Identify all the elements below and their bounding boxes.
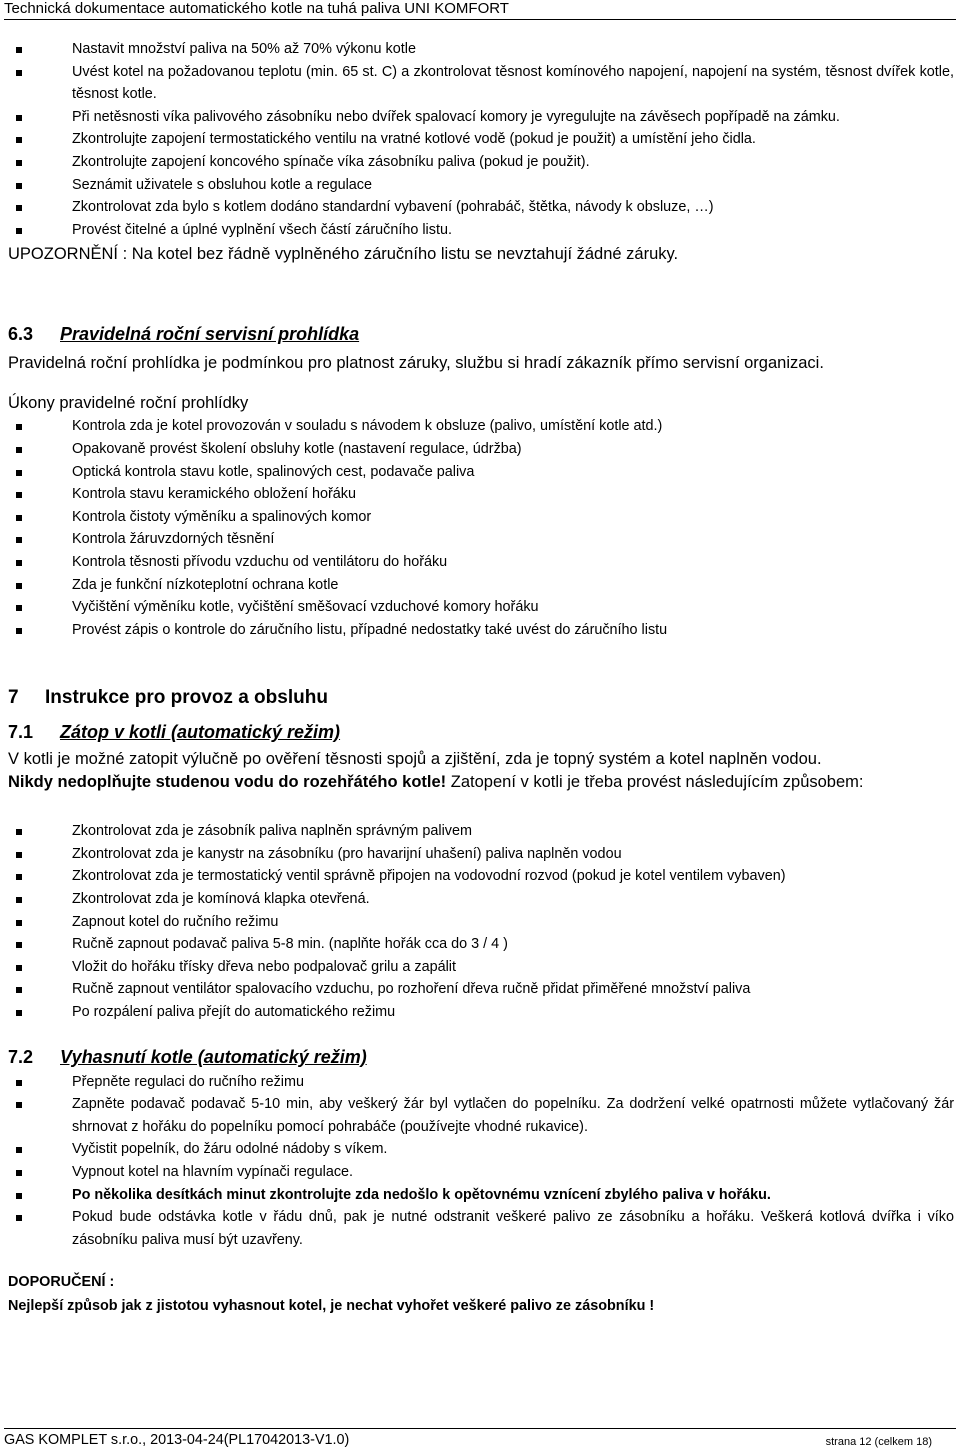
list-item: Kontrola žáruvzdorných těsnění [8,528,954,551]
warning-text: UPOZORNĚNÍ : Na kotel bez řádně vyplněného záručního listu se nevztahují žádné záruky. [8,245,679,264]
footer-company: GAS KOMPLET s.r.o., 2013-04-24(PL17042013-V1.0) [4,1432,350,1448]
list-item: Vložit do hořáku třísky dřeva nebo podpalovač grilu a zapálit [8,956,954,979]
list-item: Zkontrolovat zda bylo s kotlem dodáno standardní vybavení (pohrabáč, štětka, návody k obsluze, …) [8,196,954,219]
list-item: Ručně zapnout ventilátor spalovacího vzduchu, po rozhoření dřeva ručně přidat přiměřené množství paliva [8,978,954,1001]
recommendation-label: DOPORUČENÍ : [8,1274,115,1291]
startup-steps-list [8,820,954,1023]
recommendation-text: Nejlepší způsob jak z jistotou vyhasnout kotel, je nechat vyhořet veškeré palivo ze zásobníku ! [8,1298,655,1315]
list-item: Přepněte regulaci do ručního režimu [8,1071,954,1094]
list-item: Nastavit množství paliva na 50% až 70% výkonu kotle [8,38,954,61]
section-paragraph: V kotli je možné zatopit výlučně po ověření těsnosti spojů a zjištění, zda je topný systém a kotel naplněn vodou. [8,750,822,769]
list-item: Kontrola čistoty výměníku a spalinových komor [8,506,954,529]
section-title: Pravidelná roční servisní prohlídka [60,324,360,345]
section-number: 7.2 [8,1046,34,1067]
paragraph-rest: Zatopení v kotli je třeba provést následujícím způsobem: [446,773,864,792]
footer-divider [4,1428,956,1429]
list-item: Pokud bude odstávka kotle v řádu dnů, pak je nutné odstranit veškeré palivo ze zásobníku a hořáku. Veškerá kotlová dvířka i víko zásobníku paliva musí být uzavřeny. [8,1206,954,1251]
list-item: Zkontrolovat zda je kanystr na zásobníku (pro havarijní uhašení) paliva naplněn vodou [8,843,954,866]
list-item: Kontrola těsnosti přívodu vzduchu od ventilátoru do hořáku [8,551,954,574]
subheading: Úkony pravidelné roční prohlídky [8,394,249,413]
list-item: Při netěsnosti víka palivového zásobníku nebo dvířek spalovací komory je vyregulujte na závěsech popřípadě na zámku. [8,106,954,129]
section-heading-7-1 [8,720,954,744]
list-item: Zda je funkční nízkoteplotní ochrana kotle [8,574,954,597]
list-item: Provést zápis o kontrole do záručního listu, případné nedostatky také uvést do záručního listu [8,619,954,642]
list-item: Po několika desítkách minut zkontrolujte zda nedošlo k opětovnému vznícení zbylého paliva v hořáku. [8,1184,954,1207]
section-number: 6.3 [8,324,34,345]
list-item: Zkontrolujte zapojení koncového spínače víka zásobníku paliva (pokud je použit). [8,151,954,174]
section-intro: Pravidelná roční prohlídka je podmínkou pro platnost záruky, službu si hradí zákazník přímo servisní organizaci. [8,354,824,373]
list-item: Vypnout kotel na hlavním vypínači regulace. [8,1161,954,1184]
list-item: Zkontrolovat zda je komínová klapka otevřená. [8,888,954,911]
list-item: Zkontrolovat zda je zásobník paliva naplněn správným palivem [8,820,954,843]
list-item: Zkontrolujte zapojení termostatického ventilu na vratné kotlové vodě (pokud je použit) a umístění jeho čidla. [8,128,954,151]
list-item: Zapněte podavač podavač 5-10 min, aby veškerý žár byl vytlačen do popelníku. Za dodržení velké opatrnosti můžete vytlačovaný žár shrnovat z hořáku do popelníku pomocí pohrabáče (používejte vhodné rukavice). [8,1093,954,1138]
list-item: Kontrola zda je kotel provozován v souladu s návodem k obsluze (palivo, umístění kotle atd.) [8,415,954,438]
list-item: Provést čitelné a úplné vyplnění všech částí záručního listu. [8,219,954,242]
commissioning-checklist [8,38,954,241]
list-item: Vyčištění výměníku kotle, vyčištění směšovací vzduchové komory hořáku [8,596,954,619]
page-number: strana 12 (celkem 18) [825,1436,932,1448]
list-item: Ručně zapnout podavač paliva 5-8 min. (naplňte hořák cca do 3 / 4 ) [8,933,954,956]
section-paragraph-warning [8,771,954,794]
list-item: Po rozpálení paliva přejít do automatického režimu [8,1001,954,1024]
section-number: 7 [8,687,19,709]
list-item: Uvést kotel na požadovanou teplotu (min. 65 st. C) a zkontrolovat těsnost komínového napojení, napojení na systém, těsnost dvířek kotle, těsnost kotle. [8,61,954,106]
section-heading-7-2 [8,1045,954,1069]
section-title: Vyhasnutí kotle (automatický režim) [60,1046,367,1067]
list-item: Optická kontrola stavu kotle, spalinových cest, podavače paliva [8,461,954,484]
bold-warning: Nikdy nedoplňujte studenou vodu do rozehřátého kotle! [8,773,447,792]
section-heading-7 [8,685,954,711]
list-item: Zkontrolovat zda je termostatický ventil správně připojen na vodovodní rozvod (pokud je kotel ventilem vybaven) [8,865,954,888]
header-divider [4,19,956,20]
list-item: Opakovaně provést školení obsluhy kotle (nastavení regulace, údržba) [8,438,954,461]
list-item: Kontrola stavu keramického obložení hořáku [8,483,954,506]
list-item: Vyčistit popelník, do žáru odolné nádoby s víkem. [8,1138,954,1161]
page-content [8,38,954,1317]
list-item: Zapnout kotel do ručního režimu [8,911,954,934]
page-header: Technická dokumentace automatického kotle na tuhá paliva UNI KOMFORT [4,0,509,17]
section-title: Zátop v kotli (automatický režim) [60,722,341,743]
section-number: 7.1 [8,722,34,743]
shutdown-steps-list [8,1071,954,1252]
section-title: Instrukce pro provoz a obsluhu [45,687,328,709]
section-heading-6-3 [8,322,954,346]
annual-inspection-list [8,415,954,641]
list-item: Seznámit uživatele s obsluhou kotle a regulace [8,174,954,197]
